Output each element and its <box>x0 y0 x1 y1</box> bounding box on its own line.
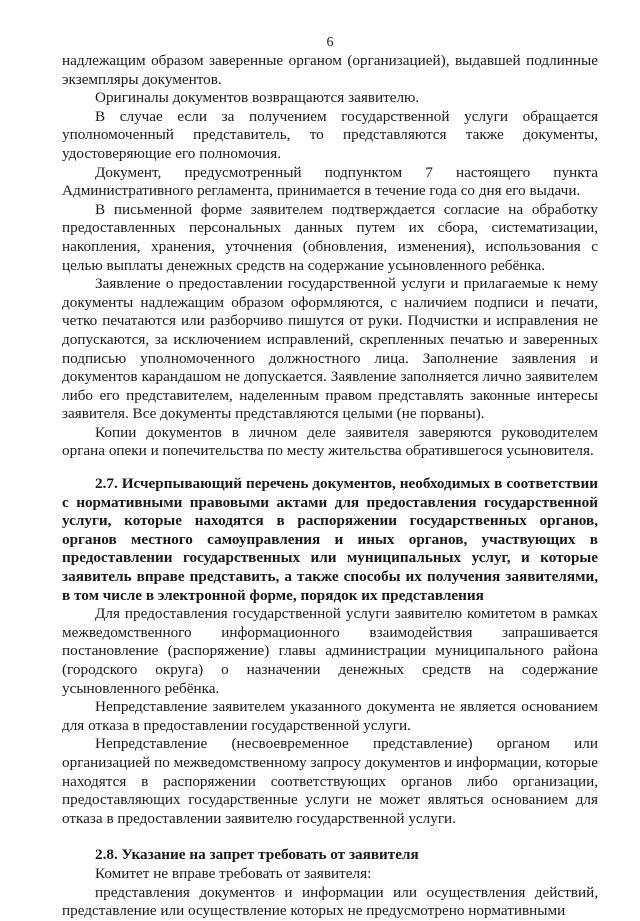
paragraph: надлежащим образом заверенные органом (организацией), выдавшей подлинные экземпляры документов. <box>62 52 598 88</box>
paragraph: Комитет не вправе требовать от заявителя: <box>95 864 372 882</box>
paragraph: Для предоставления государственной услуги заявителю комитетом в рамках межведомственного информационного взаимодействия запрашивается постановление (распоряжение) главы администрации муниципального района (городского округа) о назначении денежных средств на содержание усыновленного ребёнка. <box>62 605 598 697</box>
section-heading-2-8: 2.8. Указание на запрет требовать от заявителя <box>95 846 419 864</box>
paragraph: В случае если за получением государственной услуги обращается уполномоченный представитель, то представляются также документы, удостоверяющие его полномочия. <box>62 107 598 162</box>
paragraph: Заявление о предоставлении государственной услуги и прилагаемые к нему документы надлежащим образом оформляются, с наличием подписи и печати, четко печатаются или разборчиво пишутся от руки. Подчистки и исправления не допускаются, за исключением исправлений, скрепленных печатью и заверенных подписью уполномоченного должностного лица. Заполнение заявления и документов карандашом не допускается. Заявление заполняется лично заявителем либо его представителем, наделенным правом представлять законные интересы заявителя. Все документы представляются целыми (не порваны). <box>62 275 598 423</box>
paragraph: В письменной форме заявителем подтверждается согласие на обработку предоставленных персональных данных путем их сбора, систематизации, накопления, хранения, уточнения (обновления, изменения), использования с целью выплаты денежных средств на содержание усыновленного ребёнка. <box>62 200 598 274</box>
page-number: 6 <box>326 35 334 50</box>
paragraph: Оригиналы документов возвращаются заявителю. <box>95 89 420 107</box>
paragraph: Непредставление заявителем указанного документа не является основанием для отказа в предоставлении государственной услуги. <box>62 698 598 734</box>
document-body <box>62 52 598 921</box>
paragraph: Копии документов в личном деле заявителя заверяются руководителем органа опеки и попечительства по месту жительства обратившегося усыновителя. <box>62 423 598 460</box>
paragraph: Документ, предусмотренный подпунктом 7 настоящего пункта Административного регламента, принимается в течение года со дня его выдачи. <box>62 163 598 200</box>
paragraph: представления документов и информации или осуществления действий, представление или осуществление которых не предусмотрено нормативными <box>62 883 598 920</box>
paragraph: Непредставление (несвоевременное представление) органом или организацией по межведомственному запросу документов и информации, которые находятся в распоряжении соответствующих органов либо организации, предоставляющих государственные услуги не может являться основанием для отказа в предоставлении заявителю государственной услуги. <box>62 735 598 827</box>
section-heading-2-7: 2.7. Исчерпывающий перечень документов, необходимых в соответствии с нормативными правовыми актами для предоставления государственной услуги, которые находятся в распоряжении государственных органов, органов местного самоуправления и иных органов, участвующих в предоставлении государственных или муниципальных услуг, и которые заявитель вправе представить, а также способы их получения заявителями, в том числе в электронной форме, порядок их представления <box>62 475 598 604</box>
